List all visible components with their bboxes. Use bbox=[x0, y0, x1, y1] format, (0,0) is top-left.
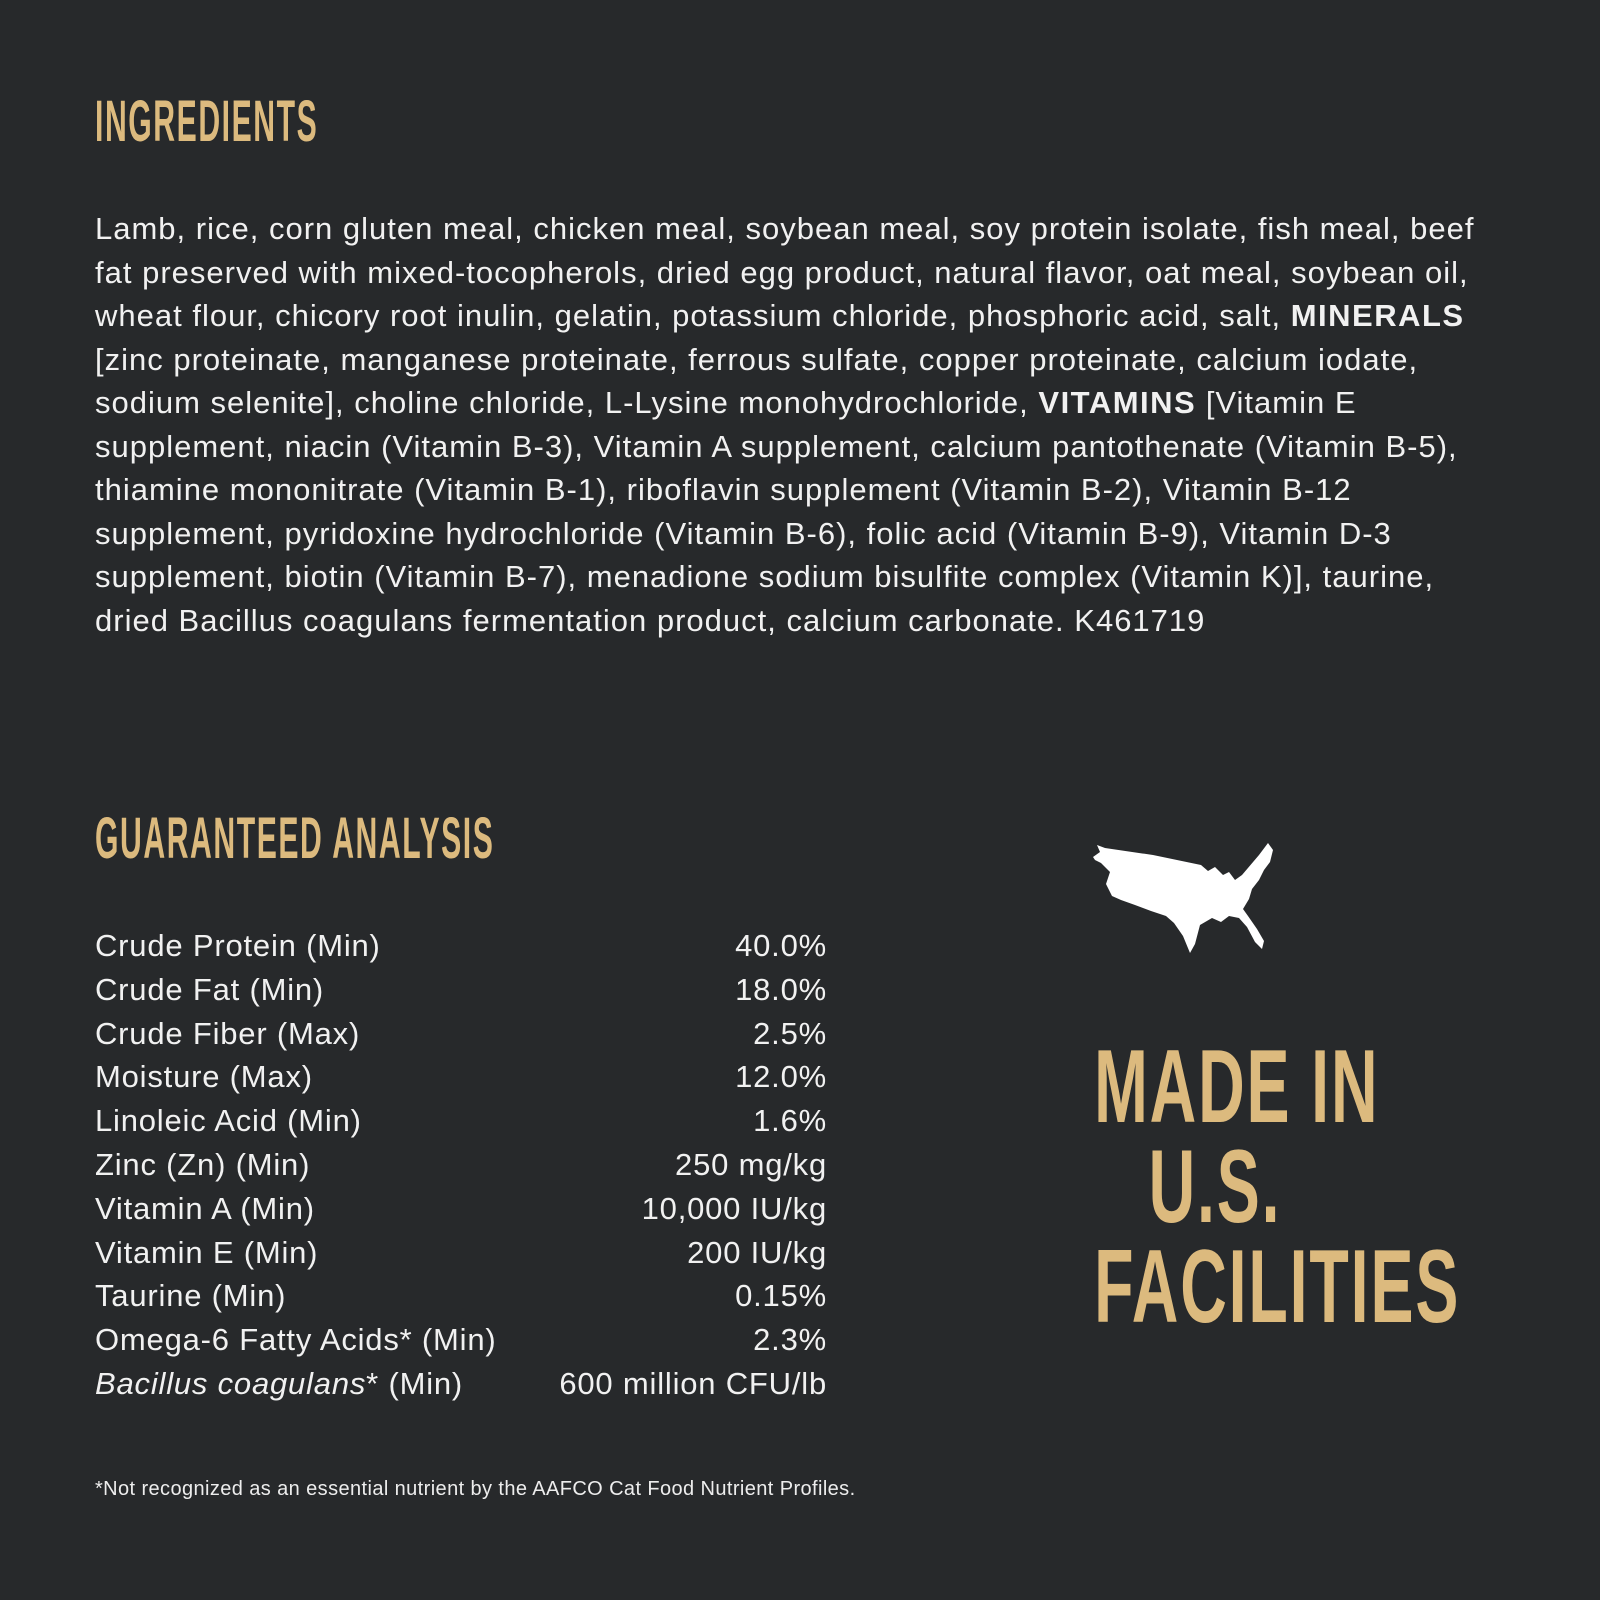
ingredients-section bbox=[95, 88, 1510, 642]
nutrient-label: Omega-6 Fatty Acids* (Min) bbox=[95, 1322, 497, 1358]
nutrient-value: 10,000 IU/kg bbox=[641, 1190, 827, 1226]
nutrient-value: 40.0% bbox=[735, 928, 827, 963]
nutrient-label: Zinc (Zn) (Min) bbox=[95, 1146, 311, 1182]
guaranteed-analysis-table bbox=[95, 924, 827, 1406]
ingredients-text-1: Lamb, rice, corn gluten meal, chicken meal, soybean meal, soy protein isolate, fish meal, beef fat preserved with mixed-tocopherols, dried egg product, natural flavor, oat meal, soybean oil, wheat flour, chicory root inulin, gelatin, potassium chloride, phosphoric acid, salt, bbox=[95, 211, 1475, 333]
nutrient-label: Vitamin E (Min) bbox=[95, 1234, 319, 1270]
nutrient-value: 1.6% bbox=[753, 1103, 827, 1139]
analysis-row-vitamin-a bbox=[95, 1187, 827, 1231]
ingredients-text-3: [Vitamin E supplement, niacin (Vitamin B-3), Vitamin A supplement, calcium pantothenate (Vitamin B-5), thiamine mononitrate (Vitamin B-1), riboflavin supplement (Vitamin B-2), Vitamin B-12 supplement, pyridoxine hydrochloride (Vitamin B-6), folic acid (Vitamin B-9), Vitamin D-3 supplement, biotin (Vitamin B-7), menadione sodium bisulfite complex (Vitamin K)], taurine, dried Bacillus coagulans fermentation product, calcium carbonate. K461719 bbox=[95, 385, 1458, 638]
analysis-row-bacillus-coagulans bbox=[95, 1362, 827, 1406]
nutrient-value: 600 million CFU/lb bbox=[559, 1365, 827, 1401]
made-in-line-3: FACILITIES bbox=[1094, 1229, 1461, 1345]
nutrient-value: 0.15% bbox=[735, 1278, 827, 1314]
usa-map-icon bbox=[1083, 823, 1347, 991]
guaranteed-analysis-section bbox=[95, 805, 827, 1406]
made-in-line-1: MADE IN bbox=[1094, 1029, 1380, 1145]
ingredients-heading: INGREDIENTS bbox=[95, 89, 319, 154]
minerals-keyword: MINERALS bbox=[1290, 298, 1465, 333]
analysis-row-crude-fat bbox=[95, 968, 827, 1012]
guaranteed-analysis-heading: GUARANTEED ANALYSIS bbox=[95, 806, 495, 871]
nutrient-label: Vitamin A (Min) bbox=[95, 1190, 315, 1226]
nutrient-value: 12.0% bbox=[735, 1059, 827, 1095]
analysis-row-omega6 bbox=[95, 1318, 827, 1362]
nutrient-value: 2.3% bbox=[753, 1322, 827, 1358]
made-in-line-2: U.S. bbox=[1148, 1129, 1282, 1245]
nutrient-value: 2.5% bbox=[753, 1015, 827, 1051]
analysis-row-crude-fiber bbox=[95, 1012, 827, 1056]
ingredients-text-2: [zinc proteinate, manganese proteinate, ferrous sulfate, copper proteinate, calcium iodate, sodium selenite], choline chloride, L-Lysine monohydrochloride, bbox=[95, 341, 1419, 420]
nutrient-value: 250 mg/kg bbox=[675, 1146, 827, 1182]
nutrient-label: Crude Protein (Min) bbox=[95, 928, 381, 963]
made-in-us-section bbox=[1020, 823, 1461, 1345]
nutrient-label: Taurine (Min) bbox=[95, 1278, 287, 1314]
nutrient-label-species: Bacillus coagulans bbox=[95, 1365, 367, 1401]
nutrient-label: Moisture (Max) bbox=[95, 1059, 313, 1095]
analysis-row-zinc bbox=[95, 1143, 827, 1187]
vitamins-keyword: VITAMINS bbox=[1038, 385, 1197, 420]
nutrient-label: Linoleic Acid (Min) bbox=[95, 1103, 362, 1139]
analysis-row-vitamin-e bbox=[95, 1231, 827, 1275]
nutrient-label bbox=[95, 1362, 463, 1406]
ingredients-paragraph bbox=[95, 207, 1510, 642]
nutrient-value: 18.0% bbox=[735, 971, 827, 1007]
footnote-text: *Not recognized as an essential nutrient by the AAFCO Cat Food Nutrient Profiles. bbox=[95, 1478, 856, 1500]
nutrient-label-suffix: * (Min) bbox=[366, 1365, 464, 1401]
nutrient-value: 200 IU/kg bbox=[687, 1234, 827, 1270]
analysis-row-crude-protein bbox=[95, 924, 827, 968]
analysis-row-linoleic-acid bbox=[95, 1099, 827, 1143]
analysis-row-moisture bbox=[95, 1055, 827, 1099]
nutrient-label: Crude Fiber (Max) bbox=[95, 1015, 361, 1051]
analysis-row-taurine bbox=[95, 1274, 827, 1318]
nutrient-label: Crude Fat (Min) bbox=[95, 971, 325, 1007]
